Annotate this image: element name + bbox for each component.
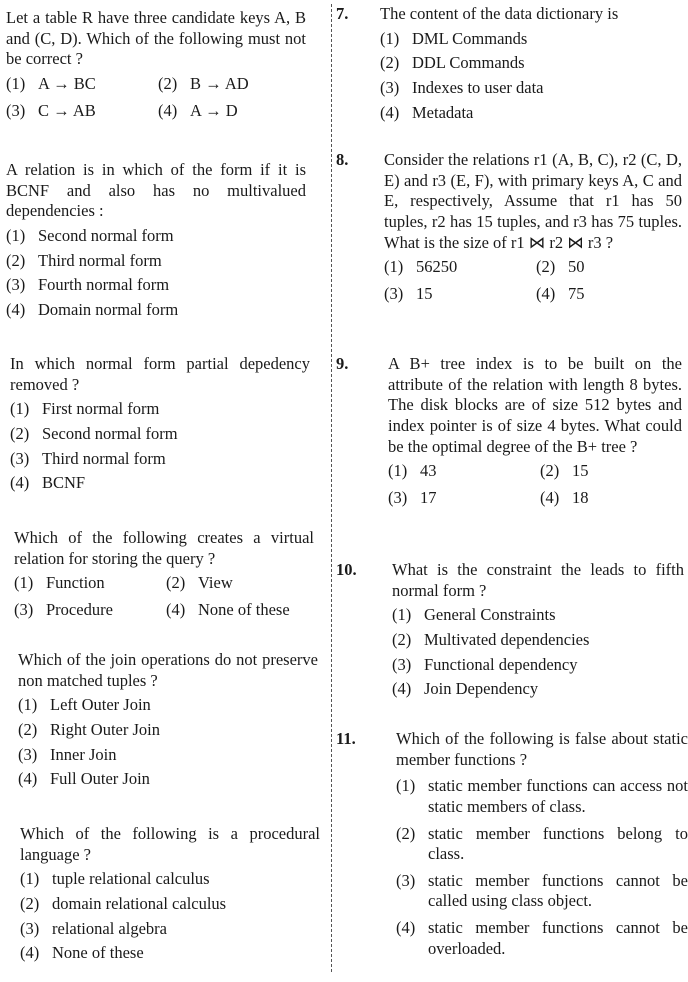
option-4[interactable]	[380, 103, 685, 124]
option-text: Third normal form	[42, 448, 166, 468]
option-text: B → AD	[190, 73, 249, 93]
option-4[interactable]	[18, 769, 318, 790]
option-number: (3)	[14, 599, 34, 619]
option-text: Third normal form	[38, 250, 162, 270]
option-text: static member functions cannot be called using class object.	[428, 870, 688, 911]
option-number: (4)	[380, 102, 400, 122]
option-number: (3)	[396, 870, 416, 890]
option-number: (3)	[10, 448, 30, 468]
question-body	[396, 729, 688, 959]
option-text: None of these	[198, 599, 290, 619]
option-number: (2)	[20, 893, 40, 913]
option-number: (1)	[14, 573, 34, 593]
option-3[interactable]	[392, 655, 684, 676]
option-2[interactable]	[20, 894, 320, 915]
question-stem: A B+ tree index is to be built on the attribute of the relation with length 8 bytes. The disk blocks are of size 512 bytes and index pointer is of size 4 bytes. What could be the optimal degree of the B+ tree ?	[388, 354, 682, 456]
options-list	[20, 869, 320, 964]
option-number: (4)	[20, 943, 40, 963]
option-number: (1)	[20, 869, 40, 889]
option-text: Indexes to user data	[412, 77, 544, 97]
option-text: Left Outer Join	[50, 695, 151, 715]
option-number: (1)	[392, 605, 412, 625]
option-text: Metadata	[412, 102, 474, 122]
option-text: A → D	[190, 100, 238, 120]
option-2[interactable]	[6, 251, 306, 272]
options-list	[380, 29, 685, 124]
option-text: static member functions can access not static members of class.	[428, 776, 688, 816]
question-stem: A relation is in which of the form if it is BCNF and also has no multivalued dependencies :	[6, 160, 306, 221]
options-grid	[384, 257, 682, 304]
option-number: (2)	[380, 53, 400, 73]
option-number: (1)	[6, 73, 26, 93]
question-body	[380, 4, 685, 123]
option-2[interactable]	[536, 257, 682, 278]
option-4[interactable]	[20, 943, 320, 964]
column-divider	[331, 4, 332, 972]
question-body	[384, 150, 682, 304]
option-text: domain relational calculus	[52, 893, 227, 913]
option-number: (2)	[166, 573, 186, 593]
option-text: Right Outer Join	[50, 719, 160, 739]
option-4[interactable]	[10, 473, 310, 494]
option-text: General Constraints	[424, 605, 556, 625]
option-text: static member functions belong to class.	[428, 823, 688, 864]
option-4[interactable]	[536, 284, 682, 305]
options-grid	[388, 461, 682, 508]
option-3[interactable]	[6, 275, 306, 296]
option-3[interactable]	[388, 488, 540, 509]
option-3[interactable]	[380, 78, 685, 99]
option-number: (1)	[18, 695, 38, 715]
option-3[interactable]	[384, 284, 536, 305]
question-number: 10.	[336, 560, 357, 579]
question-stem: Which of the following is a procedural language ?	[20, 824, 320, 864]
question-body	[6, 8, 306, 121]
question-number: 11.	[336, 729, 356, 748]
option-text: Join Dependency	[424, 679, 539, 699]
option-number: (4)	[158, 100, 178, 120]
option-number: (4)	[536, 283, 556, 303]
option-1[interactable]	[18, 695, 318, 716]
option-number: (1)	[10, 399, 30, 419]
question-number: 8.	[336, 150, 349, 169]
option-number: (2)	[536, 257, 556, 277]
question-stem: Which of the join operations do not preserve non matched tuples ?	[18, 650, 318, 690]
option-number: (3)	[388, 487, 408, 507]
question-stem: What is the constraint the leads to fifth normal form ?	[392, 560, 684, 600]
option-4[interactable]	[392, 679, 684, 700]
option-number: (1)	[6, 225, 26, 245]
option-number: (3)	[6, 275, 26, 295]
option-1[interactable]	[384, 257, 536, 278]
option-text: 43	[420, 461, 437, 481]
option-2[interactable]	[10, 424, 310, 445]
option-3[interactable]	[18, 745, 318, 766]
option-text: 18	[572, 487, 589, 507]
options-grid	[14, 573, 314, 620]
question-stem: Which of the following creates a virtual relation for storing the query ?	[14, 528, 314, 568]
option-number: (1)	[388, 461, 408, 481]
option-4[interactable]	[158, 101, 306, 122]
option-number: (3)	[392, 654, 412, 674]
question-number: 9.	[336, 354, 349, 373]
option-text: Second normal form	[38, 225, 174, 245]
option-number: (2)	[392, 629, 412, 649]
option-text: 17	[420, 487, 437, 507]
option-text: None of these	[52, 943, 144, 963]
option-2[interactable]	[18, 720, 318, 741]
option-number: (4)	[18, 769, 38, 789]
option-1[interactable]	[14, 573, 166, 594]
option-text: tuple relational calculus	[52, 869, 210, 889]
option-text: DML Commands	[412, 28, 528, 48]
option-number: (4)	[540, 487, 560, 507]
option-text: C → AB	[38, 100, 96, 120]
option-number: (3)	[380, 77, 400, 97]
option-2[interactable]	[392, 630, 684, 651]
option-4[interactable]	[540, 488, 682, 509]
question-body	[18, 650, 318, 790]
option-number: (2)	[10, 423, 30, 443]
question-body	[20, 824, 320, 964]
option-text: Multivated dependencies	[424, 629, 590, 649]
option-2[interactable]	[540, 461, 682, 482]
option-text: 15	[572, 461, 589, 481]
option-text: A → BC	[38, 73, 96, 93]
option-number: (1)	[384, 257, 404, 277]
question-body	[392, 560, 684, 700]
option-1[interactable]	[20, 869, 320, 890]
option-text: 56250	[416, 257, 458, 277]
option-1[interactable]	[6, 74, 158, 95]
option-number: (4)	[396, 918, 416, 937]
option-4[interactable]	[166, 600, 314, 621]
option-2[interactable]	[380, 53, 685, 74]
option-3[interactable]	[6, 101, 158, 122]
option-2[interactable]	[158, 74, 306, 95]
question-body	[14, 528, 314, 621]
option-3[interactable]	[20, 919, 320, 940]
option-2[interactable]	[166, 573, 314, 594]
question-stem: Consider the relations r1 (A, B, C), r2 (C, D, E) and r3 (E, F), with primary keys A, C and E, respectively, Assume that r1 has 50 tuples, r2 has 15 tuples, and r3 has 75 tuples. What is the size of r1 ⋈ r2 ⋈ r3 ?	[384, 150, 682, 252]
option-text: Inner Join	[50, 744, 117, 764]
option-text: Function	[46, 573, 105, 593]
option-number: (3)	[384, 283, 404, 303]
question-number: 7.	[336, 4, 349, 23]
option-3[interactable]	[10, 449, 310, 470]
option-text: static member functions cannot be overloaded.	[428, 918, 688, 958]
option-number: (1)	[396, 776, 416, 796]
option-number: (2)	[6, 250, 26, 270]
option-number: (2)	[18, 719, 38, 739]
option-text: Fourth normal form	[38, 275, 170, 295]
question-stem: Which of the following is false about static member functions ?	[396, 729, 688, 769]
option-number: (2)	[396, 823, 416, 843]
option-number: (3)	[20, 918, 40, 938]
option-text: Functional dependency	[424, 654, 578, 674]
option-1[interactable]	[388, 461, 540, 482]
option-text: BCNF	[42, 473, 86, 493]
option-number: (2)	[158, 73, 178, 93]
question-body	[10, 354, 310, 494]
option-number: (1)	[380, 28, 400, 48]
option-text: Procedure	[46, 599, 113, 619]
options-list	[18, 695, 318, 790]
option-text: 50	[568, 257, 585, 277]
option-1[interactable]	[380, 29, 685, 50]
option-1[interactable]	[396, 776, 688, 817]
question-body	[388, 354, 682, 508]
option-1[interactable]	[6, 226, 306, 247]
option-text: DDL Commands	[412, 53, 525, 73]
option-text: 75	[568, 283, 585, 303]
option-text: View	[198, 573, 233, 593]
question-body	[6, 160, 306, 320]
option-number: (4)	[166, 599, 186, 619]
option-text: First normal form	[42, 399, 160, 419]
option-4[interactable]	[6, 300, 306, 321]
option-number: (3)	[18, 744, 38, 764]
option-1[interactable]	[392, 605, 684, 626]
option-3[interactable]	[396, 871, 688, 912]
option-text: relational algebra	[52, 918, 167, 938]
option-4[interactable]	[396, 918, 688, 959]
options-list	[392, 605, 684, 700]
option-number: (3)	[6, 100, 26, 120]
option-text: 15	[416, 283, 433, 303]
question-stem: In which normal form partial depedency removed ?	[10, 354, 310, 394]
options-list	[10, 399, 310, 494]
question-stem: The content of the data dictionary is	[380, 4, 619, 23]
options-grid	[6, 74, 306, 121]
option-number: (2)	[540, 461, 560, 481]
option-number: (4)	[10, 473, 30, 493]
option-2[interactable]	[396, 824, 688, 865]
option-1[interactable]	[10, 399, 310, 420]
question-stem: Let a table R have three candidate keys A, B and (C, D). Which of the following must not be correct ?	[6, 8, 306, 69]
option-number: (4)	[6, 299, 26, 319]
options-list	[6, 226, 306, 321]
option-number: (4)	[392, 679, 412, 699]
option-text: Second normal form	[42, 423, 178, 443]
option-text: Full Outer Join	[50, 769, 150, 789]
option-text: Domain normal form	[38, 299, 179, 319]
option-3[interactable]	[14, 600, 166, 621]
